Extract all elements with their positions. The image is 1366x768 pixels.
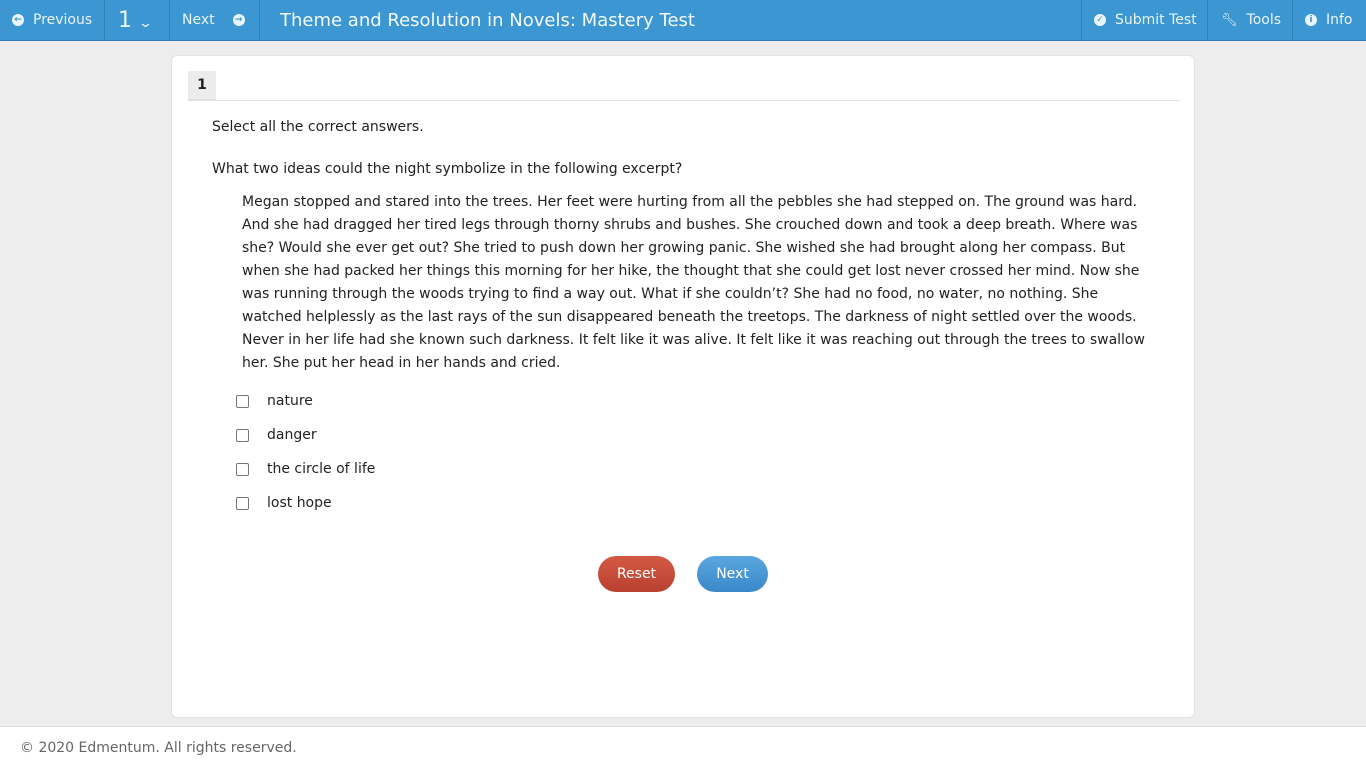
question-tab[interactable]: 1	[188, 71, 216, 100]
previous-label: Previous	[33, 12, 93, 28]
submit-label: Submit Test	[1115, 12, 1197, 28]
choice-label: the circle of life	[267, 461, 376, 477]
chevron-down-icon: ⌄	[137, 15, 154, 31]
submit-test-button[interactable]	[1081, 0, 1208, 40]
next-button[interactable]: Next	[697, 556, 768, 592]
checkbox[interactable]	[236, 395, 249, 408]
previous-button[interactable]	[0, 0, 105, 40]
checkbox[interactable]	[236, 463, 249, 476]
top-toolbar	[0, 0, 1366, 41]
page-title: Theme and Resolution in Novels: Mastery Test	[280, 10, 695, 31]
choice-lost-hope[interactable]	[236, 492, 332, 514]
footer	[0, 726, 1366, 768]
choice-nature[interactable]	[236, 390, 313, 412]
instruction-text: Select all the correct answers.	[212, 119, 424, 135]
choice-label: danger	[267, 427, 317, 443]
question-number: 1	[118, 7, 132, 33]
checkbox[interactable]	[236, 429, 249, 442]
check-circle-icon: ✓	[1094, 14, 1106, 26]
arrow-left-icon: ←	[12, 14, 24, 26]
tools-button[interactable]	[1207, 0, 1293, 40]
info-icon: i	[1305, 14, 1317, 26]
choice-circle-of-life[interactable]	[236, 458, 375, 480]
divider	[188, 100, 1180, 101]
choice-label: nature	[267, 393, 313, 409]
info-button[interactable]	[1292, 0, 1366, 40]
tools-label: Tools	[1246, 12, 1282, 28]
info-label: Info	[1326, 12, 1353, 28]
next-toolbar-button[interactable]	[170, 0, 260, 40]
question-card	[171, 55, 1195, 718]
next-label: Next	[182, 12, 215, 28]
question-selector[interactable]	[105, 0, 170, 40]
choice-danger[interactable]	[236, 424, 317, 446]
reset-button[interactable]: Reset	[598, 556, 675, 592]
wrench-icon: 🔧︎	[1221, 12, 1238, 28]
question-prompt: What two ideas could the night symbolize in the following excerpt?	[212, 161, 683, 177]
arrow-right-icon: →	[233, 14, 245, 26]
excerpt-passage: Megan stopped and stared into the trees. Her feet were hurting from all the pebbles she had stepped on. The ground was hard. And she had dragged her tired legs through thorny shrubs and bushes. She crouched down and took a deep breath. Where was she? Would she ever get out? She tried to push down her growing panic. She wished she had brought along her compass. But when she had packed her things this morning for her hike, the thought that she could get lost never crossed her mind. Now she was running through the woods trying to find a way out. What if she couldn’t? She had no food, no water, no nothing. She watched helplessly as the last rays of the sun disappeared beneath the treetops. The darkness of night settled over the woods. Never in her life had she known such darkness. It felt like it was alive. It felt like it was reaching out through the trees to swallow her. She put her head in her hands and cried.	[242, 194, 1145, 371]
copyright-text: © 2020 Edmentum. All rights reserved.	[20, 740, 297, 756]
checkbox[interactable]	[236, 497, 249, 510]
choice-label: lost hope	[267, 495, 332, 511]
